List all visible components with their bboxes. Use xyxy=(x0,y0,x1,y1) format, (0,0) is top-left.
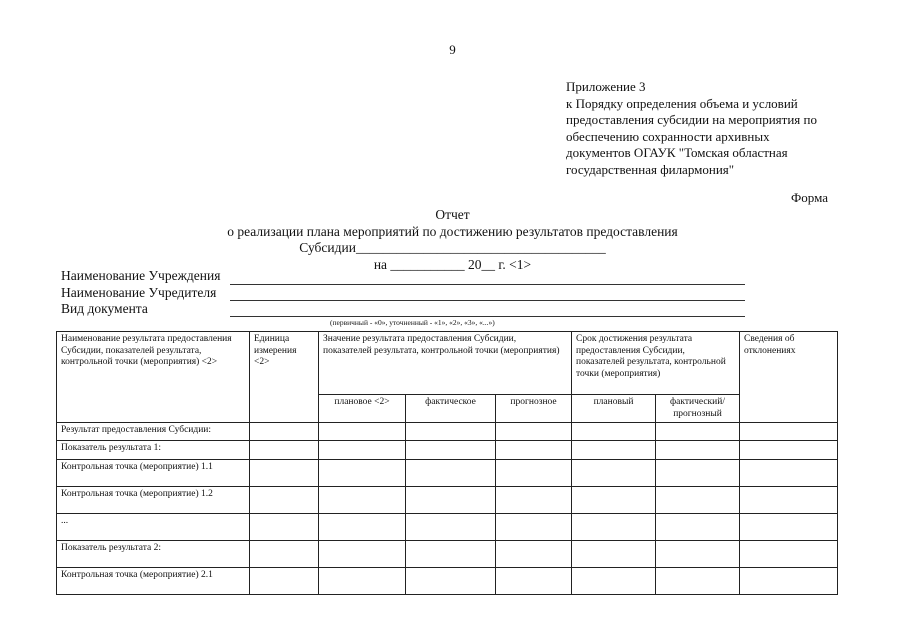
table-cell[interactable] xyxy=(572,541,656,568)
appendix-line: предоставления субсидии на мероприятия по xyxy=(566,112,817,127)
table-cell[interactable] xyxy=(496,541,572,568)
header-result-name: Наименование результата предоставления Субсидии, показателей результата, контрольной точки (мероприятия) <2> xyxy=(57,332,250,423)
header-planned-date: плановый xyxy=(572,395,656,423)
table-cell[interactable] xyxy=(740,487,838,514)
row-label: Результат предоставления Субсидии: xyxy=(57,423,250,441)
report-header xyxy=(0,207,905,273)
table-cell[interactable] xyxy=(656,423,740,441)
field-label: Вид документа xyxy=(61,301,148,316)
table-cell[interactable] xyxy=(319,514,406,541)
table-cell[interactable] xyxy=(250,541,319,568)
field-label: Наименование Учреждения xyxy=(61,268,221,283)
table-cell[interactable] xyxy=(572,514,656,541)
header-deviations: Сведения об отклонениях xyxy=(740,332,838,423)
table-cell[interactable] xyxy=(740,441,838,460)
table-cell[interactable] xyxy=(250,568,319,595)
subsidy-line: Субсидии_____________________________________ xyxy=(299,240,606,255)
table-cell[interactable] xyxy=(496,423,572,441)
report-subtitle: о реализации плана мероприятий по достижению результатов предоставления xyxy=(227,223,678,239)
header-deadline-group: Срок достижения результата предоставления Субсидии, показателей результата, контрольной точки (мероприятия) xyxy=(572,332,740,395)
table-header-row xyxy=(57,332,838,395)
table-cell[interactable] xyxy=(319,423,406,441)
founder-underline[interactable] xyxy=(230,300,745,301)
table-cell[interactable] xyxy=(406,487,496,514)
row-label: Показатель результата 2: xyxy=(57,541,250,568)
table-cell[interactable] xyxy=(572,423,656,441)
table-cell[interactable] xyxy=(740,541,838,568)
table-row xyxy=(57,541,838,568)
table-cell[interactable] xyxy=(406,568,496,595)
appendix-line: к Порядку определения объема и условий xyxy=(566,95,798,111)
table-cell[interactable] xyxy=(250,423,319,441)
table-cell[interactable] xyxy=(656,441,740,460)
table-cell[interactable] xyxy=(319,568,406,595)
table-cell[interactable] xyxy=(740,514,838,541)
row-label: Контрольная точка (мероприятие) 2.1 xyxy=(57,568,250,595)
table-row xyxy=(57,441,838,460)
table-cell[interactable] xyxy=(572,460,656,487)
institution-underline[interactable] xyxy=(230,284,745,285)
appendix-line: обеспечению сохранности архивных xyxy=(566,128,770,144)
table-cell[interactable] xyxy=(319,541,406,568)
row-label: Контрольная точка (мероприятие) 1.1 xyxy=(57,460,250,487)
table-cell[interactable] xyxy=(572,568,656,595)
report-title: Отчет xyxy=(435,207,470,222)
appendix-line: Приложение 3 xyxy=(566,79,646,94)
table-cell[interactable] xyxy=(656,460,740,487)
field-institution xyxy=(61,268,220,284)
header-unit: Единица измерения <2> xyxy=(250,332,319,423)
table-cell[interactable] xyxy=(319,460,406,487)
table-cell[interactable] xyxy=(250,487,319,514)
table-cell[interactable] xyxy=(656,514,740,541)
table-cell[interactable] xyxy=(496,487,572,514)
header-actual-forecast-date: фактический/ прогнозный xyxy=(656,395,740,423)
table-cell[interactable] xyxy=(250,441,319,460)
form-label: Форма xyxy=(791,190,828,205)
table-cell[interactable] xyxy=(572,441,656,460)
field-document-type xyxy=(61,301,148,317)
field-label: Наименование Учредителя xyxy=(61,285,217,300)
table-cell[interactable] xyxy=(406,423,496,441)
table-cell[interactable] xyxy=(656,541,740,568)
field-founder xyxy=(61,285,216,301)
row-label: Контрольная точка (мероприятие) 1.2 xyxy=(57,487,250,514)
table-cell[interactable] xyxy=(496,441,572,460)
report-date-line: на ___________ 20__ г. <1> xyxy=(373,256,532,272)
header-values-group: Значение результата предоставления Субсидии, показателей результата, контрольной точки (мероприятия) xyxy=(319,332,572,395)
table-cell[interactable] xyxy=(740,460,838,487)
table-cell[interactable] xyxy=(740,568,838,595)
table-row xyxy=(57,460,838,487)
table-cell[interactable] xyxy=(250,460,319,487)
row-label: Показатель результата 1: xyxy=(57,441,250,460)
table-cell[interactable] xyxy=(406,441,496,460)
table-cell[interactable] xyxy=(572,487,656,514)
table-row xyxy=(57,487,838,514)
row-label: ... xyxy=(57,514,250,541)
header-planned-value: плановое <2> xyxy=(319,395,406,423)
table-cell[interactable] xyxy=(740,423,838,441)
table-cell[interactable] xyxy=(656,487,740,514)
table-cell[interactable] xyxy=(496,514,572,541)
document-type-underline[interactable] xyxy=(230,316,745,317)
appendix-line: документов ОГАУК "Томская областная xyxy=(566,145,788,160)
table-row xyxy=(57,423,838,441)
results-table xyxy=(56,331,838,595)
appendix-line: государственная филармония" xyxy=(566,161,735,177)
table-row xyxy=(57,568,838,595)
page-number: 9 xyxy=(449,42,456,57)
table-cell[interactable] xyxy=(406,460,496,487)
table-cell[interactable] xyxy=(496,568,572,595)
table-cell[interactable] xyxy=(319,441,406,460)
version-hint: (первичный - «0», уточненный - «1», «2», «3», «...») xyxy=(330,318,495,327)
table-cell[interactable] xyxy=(656,568,740,595)
table-cell[interactable] xyxy=(496,460,572,487)
table-cell[interactable] xyxy=(250,514,319,541)
header-forecast-value: прогнозное xyxy=(496,395,572,423)
table-row xyxy=(57,514,838,541)
table-cell[interactable] xyxy=(319,487,406,514)
table-cell[interactable] xyxy=(406,541,496,568)
header-actual-value: фактическое xyxy=(406,395,496,423)
table-cell[interactable] xyxy=(406,514,496,541)
appendix-reference xyxy=(566,79,866,178)
